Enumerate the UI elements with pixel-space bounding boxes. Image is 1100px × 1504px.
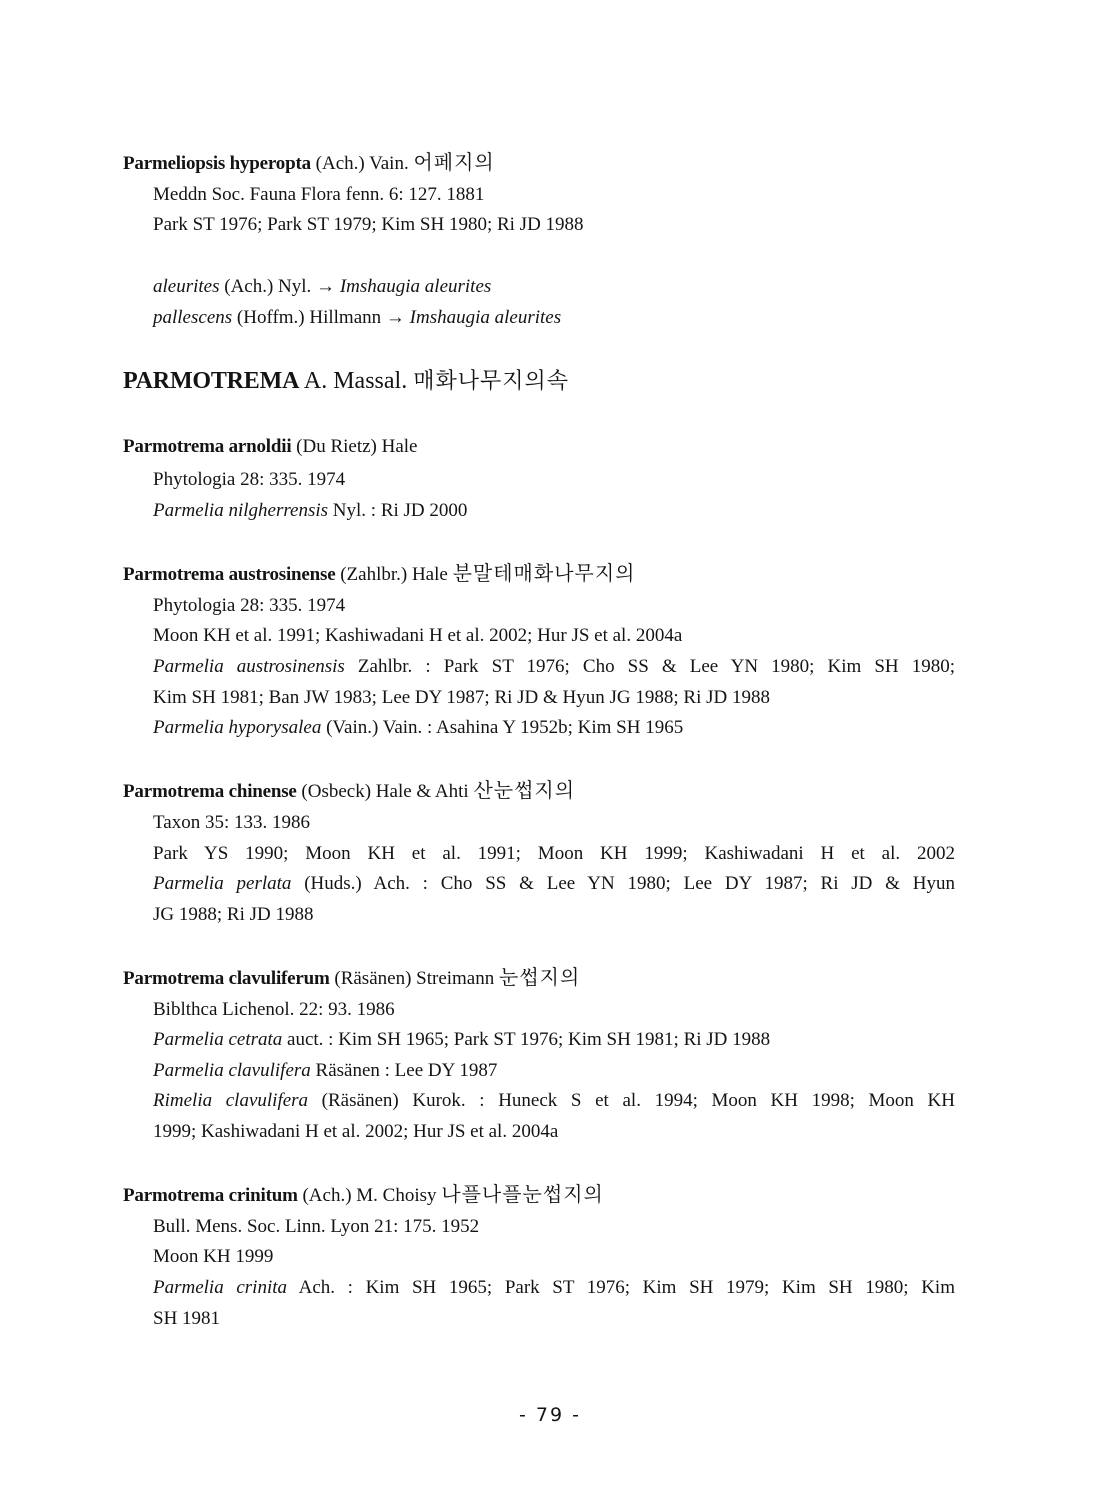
korean-name: 분말테매화나무지의 — [452, 561, 636, 585]
entry-detail-line — [153, 903, 313, 927]
italic-name: pallescens — [153, 307, 233, 328]
text-segment: (Huds.) Ach. : Cho SS & Lee YN 1980; Lee DY 1987; Ri JD & Hyun — [291, 873, 955, 894]
italic-name: Parmelia nilgherrensis — [153, 500, 329, 521]
text-segment: (Räsänen) Streimann — [329, 968, 499, 989]
entry-detail-line — [153, 275, 491, 299]
entry-detail-line — [153, 1059, 497, 1083]
entry-detail-line — [153, 1089, 955, 1113]
text-segment: Park ST 1976; Park ST 1979; Kim SH 1980; Ri JD 1988 — [153, 214, 584, 235]
species-heading — [123, 1182, 604, 1208]
species-heading — [123, 778, 575, 804]
species-heading — [123, 150, 495, 176]
italic-name: Parmelia austrosinensis — [153, 656, 345, 677]
text-segment: (Ach.) Vain. — [310, 153, 414, 174]
entry-detail-line — [153, 811, 310, 835]
text-segment: (Vain.) Vain. : Asahina Y 1952b; Kim SH 1965 — [321, 717, 684, 738]
italic-name: Parmelia perlata — [153, 873, 292, 894]
genus-heading — [123, 366, 569, 397]
text-segment: (Zahlbr.) Hale — [335, 564, 453, 585]
text-segment: Kim SH 1981; Ban JW 1983; Lee DY 1987; Ri JD & Hyun JG 1988; Ri JD 1988 — [153, 687, 770, 708]
entry-detail-line — [153, 998, 395, 1022]
taxon-name: Parmeliopsis hyperopta — [123, 153, 311, 174]
text-segment: auct. : Kim SH 1965; Park ST 1976; Kim SH 1981; Ri JD 1988 — [282, 1029, 771, 1050]
italic-name: Parmelia cetrata — [153, 1029, 283, 1050]
text-segment: Zahlbr. : Park ST 1976; Cho SS & Lee YN 1980; Kim SH 1980; — [344, 656, 956, 677]
text-segment: Nyl. : Ri JD 2000 — [328, 500, 468, 521]
text-segment: JG 1988; Ri JD 1988 — [153, 904, 314, 925]
text-segment: (Osbeck) Hale & Ahti — [296, 781, 474, 802]
entry-detail-line — [153, 842, 955, 866]
taxon-name: Parmotrema crinitum — [123, 1185, 298, 1206]
text-segment: SH 1981 — [153, 1308, 221, 1329]
page-number: - 79 - — [519, 1404, 581, 1426]
entry-detail-line — [153, 1307, 220, 1331]
korean-name: 매화나무지의속 — [413, 369, 569, 394]
entry-detail-line — [153, 468, 345, 492]
text-segment: 1999; Kashiwadani H et al. 2002; Hur JS et al. 2004a — [153, 1121, 559, 1142]
text-segment: Taxon 35: 133. 1986 — [153, 812, 310, 833]
taxon-name: Parmotrema austrosinense — [123, 564, 336, 585]
text-segment: Biblthca Lichenol. 22: 93. 1986 — [153, 999, 395, 1020]
text-segment: (Räsänen) Kurok. : Huneck S et al. 1994; Moon KH 1998; Moon KH — [308, 1090, 956, 1111]
text-segment: Räsänen : Lee DY 1987 — [310, 1060, 498, 1081]
entry-detail-line — [153, 1120, 558, 1144]
text-segment: (Ach.) Nyl. → — [219, 276, 340, 297]
italic-name: aleurites — [153, 276, 220, 297]
text-segment: Park YS 1990; Moon KH et al. 1991; Moon KH 1999; Kashiwadani H et al. 2002 — [153, 843, 955, 864]
text-segment: Phytologia 28: 335. 1974 — [153, 595, 346, 616]
text-segment: A. Massal. — [299, 368, 414, 394]
entry-detail-line — [153, 624, 682, 648]
entry-detail-line — [153, 1215, 479, 1239]
italic-name: Parmelia crinita — [153, 1277, 288, 1298]
text-segment: (Hoffm.) Hillmann → — [232, 307, 410, 328]
entry-detail-line — [153, 306, 561, 330]
entry-detail-line — [153, 716, 683, 740]
korean-name: 눈썹지의 — [499, 965, 581, 989]
entry-detail-line — [153, 499, 467, 523]
taxon-name: Parmotrema arnoldii — [123, 436, 292, 457]
entry-detail-line — [153, 1028, 770, 1052]
entry-detail-line — [153, 655, 955, 679]
taxon-name: PARMOTREMA — [123, 368, 300, 394]
korean-name: 어페지의 — [413, 150, 495, 174]
text-segment: Bull. Mens. Soc. Linn. Lyon 21: 175. 1952 — [153, 1216, 480, 1237]
italic-name: Rimelia clavulifera — [153, 1090, 309, 1111]
entry-detail-line — [153, 183, 484, 207]
text-segment: Phytologia 28: 335. 1974 — [153, 469, 346, 490]
italic-name: Parmelia hyporysalea — [153, 717, 322, 738]
italic-name: Parmelia clavulifera — [153, 1060, 311, 1081]
species-heading — [123, 561, 635, 587]
taxon-name: Parmotrema clavuliferum — [123, 968, 330, 989]
entry-detail-line — [153, 213, 584, 237]
taxon-name: Parmotrema chinense — [123, 781, 297, 802]
text-segment: (Ach.) M. Choisy — [297, 1185, 442, 1206]
italic-name: Imshaugia aleurites — [339, 276, 492, 297]
text-segment: Moon KH 1999 — [153, 1246, 274, 1267]
entry-detail-line — [153, 1276, 955, 1300]
entry-detail-line — [153, 594, 345, 618]
text-segment: Meddn Soc. Fauna Flora fenn. 6: 127. 1881 — [153, 184, 485, 205]
text-segment: Ach. : Kim SH 1965; Park ST 1976; Kim SH 1979; Kim SH 1980; Kim — [287, 1277, 955, 1298]
species-heading — [123, 435, 418, 459]
entry-detail-line — [153, 872, 955, 896]
korean-name: 산눈썹지의 — [473, 778, 576, 802]
italic-name: Imshaugia aleurites — [409, 307, 562, 328]
entry-detail-line — [153, 686, 770, 710]
text-segment: (Du Rietz) Hale — [291, 436, 418, 457]
korean-name: 나플나플눈썹지의 — [441, 1182, 604, 1206]
entry-detail-line — [153, 1245, 273, 1269]
species-heading — [123, 965, 580, 991]
text-segment: Moon KH et al. 1991; Kashiwadani H et al. 2002; Hur JS et al. 2004a — [153, 625, 683, 646]
